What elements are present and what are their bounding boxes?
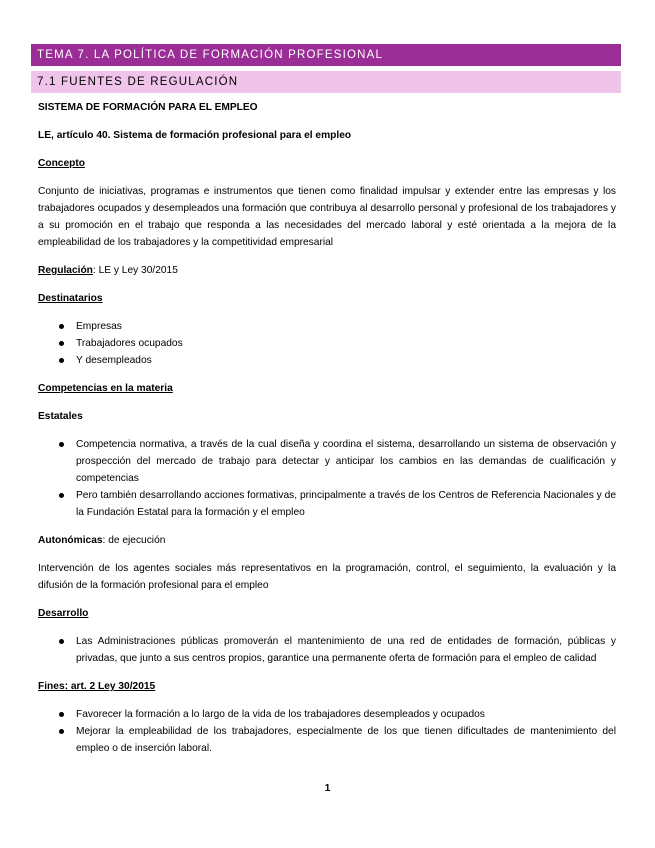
regulacion-text: : LE y Ley 30/2015 (92, 265, 178, 276)
list-item: Competencia normativa, a través de la cual diseña y coordina el sistema, desarrollando un sistema de observación y prospección del mercado de trabajo para detectar y anticipar los cambios en las demandas de cualificación y competencias (38, 436, 616, 487)
concepto-heading: Concepto (38, 158, 85, 169)
list-item: Las Administraciones públicas promoverán el mantenimiento de una red de entidades de formación, públicas y privadas, que junto a sus centros propios, garantice una permanente oferta de formación para el empleo de calidad (38, 633, 616, 667)
autonomicas-text: : de ejecución (102, 535, 166, 546)
destinatarios-list (38, 318, 616, 369)
estatales-heading: Estatales (38, 411, 83, 422)
bullet-icon (59, 729, 64, 734)
autonomicas-heading: Autonómicas (38, 535, 103, 546)
bullet-icon (59, 493, 64, 498)
bullet-icon (59, 341, 64, 346)
destinatarios-heading: Destinatarios (38, 293, 103, 304)
estatales-list (38, 436, 616, 521)
regulacion-line (38, 262, 616, 279)
list-item: Y desempleados (38, 352, 616, 369)
bullet-icon (59, 712, 64, 717)
section-title-bar: 7.1 FUENTES DE REGULACIÓN (31, 71, 621, 93)
bullet-icon (59, 639, 64, 644)
fines-list (38, 706, 616, 757)
bullet-icon (59, 442, 64, 447)
bullet-icon (59, 324, 64, 329)
autonomicas-line (38, 532, 616, 549)
law-reference (38, 127, 616, 144)
list-item: Pero también desarrollando acciones formativas, principalmente a través de los Centros de Referencia Nacionales y de la Fundación Estatal para la formación y el empleo (38, 487, 616, 521)
bullet-icon (59, 358, 64, 363)
chapter-title-bar: TEMA 7. LA POLÍTICA DE FORMACIÓN PROFESIONAL (31, 44, 621, 66)
list-item: Trabajadores ocupados (38, 335, 616, 352)
desarrollo-list (38, 633, 616, 667)
agentes-paragraph: Intervención de los agentes sociales más representativos en la programación, control, el seguimiento, la evaluación y la difusión de la formación profesional para el empleo (38, 563, 616, 591)
law-reference-text: , artículo 40. Sistema de formación profesional para el empleo (51, 130, 352, 141)
list-item: Empresas (38, 318, 616, 335)
list-item: Favorecer la formación a lo largo de la vida de los trabajadores desempleados y ocupados (38, 706, 616, 723)
competencias-heading: Competencias en la materia (38, 383, 173, 394)
law-reference-prefix: LE (38, 130, 52, 141)
regulacion-heading: Regulación (38, 265, 93, 276)
document-body (38, 99, 616, 757)
page-number: 1 (324, 783, 331, 794)
desarrollo-heading: Desarrollo (38, 608, 89, 619)
fines-heading: Fines: art. 2 Ley 30/2015 (38, 681, 156, 692)
main-heading: SISTEMA DE FORMACIÓN PARA EL EMPLEO (38, 102, 258, 113)
list-item: Mejorar la empleabilidad de los trabajadores, especialmente de los que tienen dificultades de mantenimiento del empleo o de inserción laboral. (38, 723, 616, 757)
concepto-paragraph: Conjunto de iniciativas, programas e instrumentos que tienen como finalidad impulsar y extender entre las empresas y los trabajadores ocupados y desempleados una formación que contribuya al desarrollo personal y profesional de los trabajadores y a su promoción en el trabajo que responda a las necesidades del mercado laboral y esté orientada a la mejora de la empleabilidad de los trabajadores y la competitividad empresarial (38, 186, 616, 248)
